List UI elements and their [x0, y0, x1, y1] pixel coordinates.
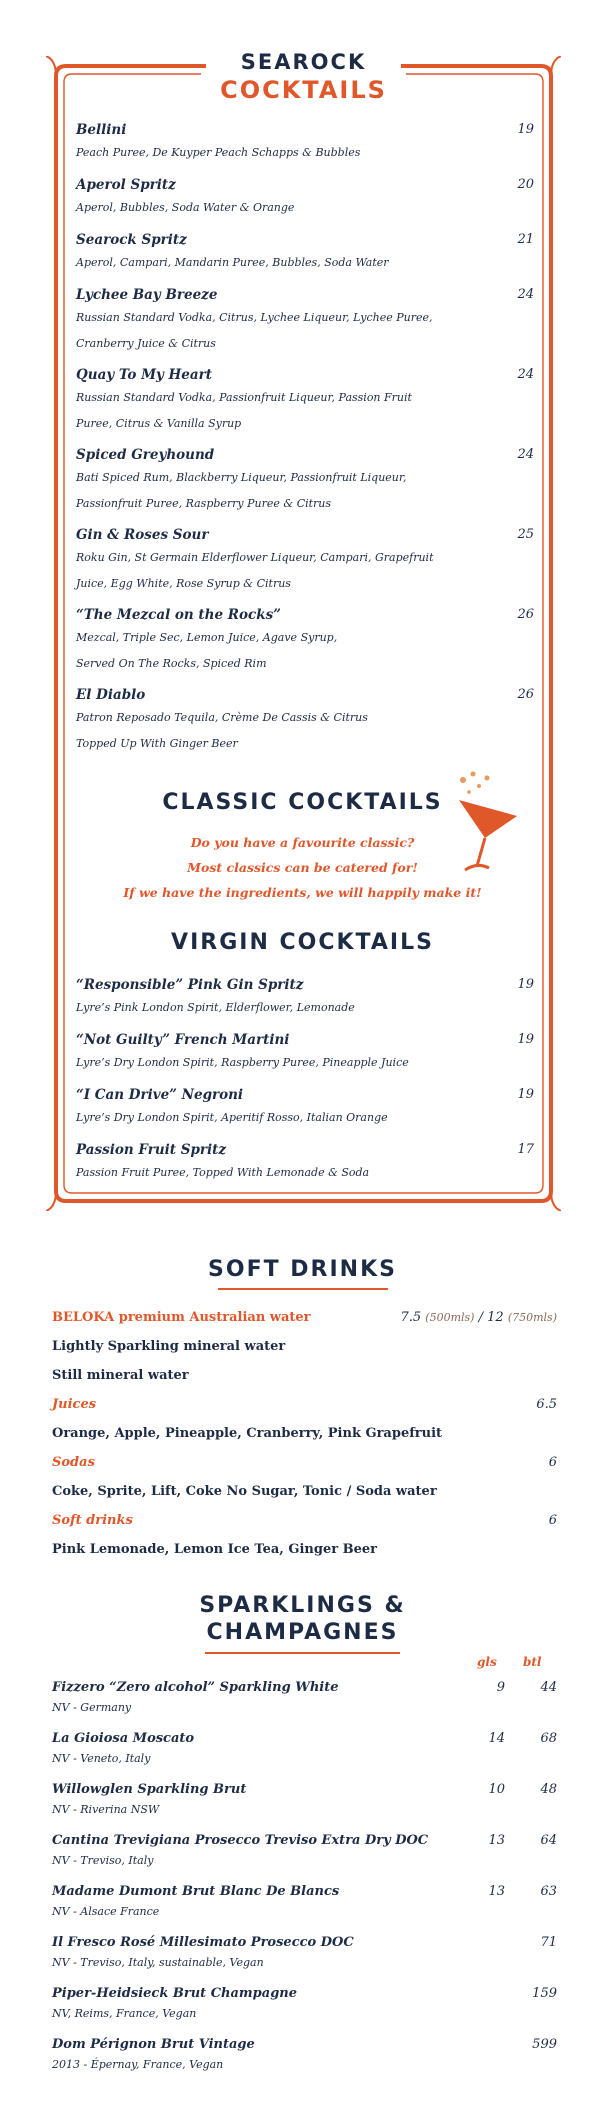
soft-drink-row: [52, 1368, 557, 1383]
section-title-champagnes: CHAMPAGNES: [206, 1620, 399, 1645]
wine-name: La Gioiosa Moscato: [52, 1731, 195, 1746]
item-desc: Roku Gin, St Germain Elderflower Liqueur, Campari, Grapefruit: [76, 551, 434, 564]
classic-note: If we have the ingredients, we will happily make it!: [123, 885, 482, 900]
item-desc: Aperol, Bubbles, Soda Water & Orange: [76, 201, 295, 214]
menu-item: [76, 687, 534, 757]
wine-origin: NV - Veneto, Italy: [52, 1752, 151, 1765]
wine-name: Cantina Trevigiana Prosecco Treviso Extra Dry DOC: [52, 1833, 429, 1848]
item-price: 19: [517, 1087, 534, 1102]
menu-item: [76, 1087, 534, 1131]
wine-item: [52, 1935, 557, 1969]
item-price: 20: [517, 177, 534, 192]
row-category: Sodas: [52, 1455, 95, 1470]
column-header-bottle: btl: [523, 1655, 542, 1669]
row-label: Lightly Sparkling mineral water: [52, 1339, 286, 1354]
wine-glass-price: 14: [488, 1731, 505, 1746]
item-desc: Aperol, Campari, Mandarin Puree, Bubbles, Soda Water: [76, 256, 389, 269]
wine-item: [52, 2037, 557, 2071]
wine-name: Il Fresco Rosé Millesimato Prosecco DOC: [52, 1935, 354, 1950]
wine-origin: NV - Treviso, Italy, sustainable, Vegan: [52, 1956, 264, 1969]
soft-drink-row: [52, 1426, 557, 1441]
item-price: 24: [517, 447, 534, 462]
wine-glass-price: 13: [488, 1833, 505, 1848]
menu-item: [76, 287, 534, 357]
item-name: Searock Spritz: [76, 232, 187, 248]
item-name: “Not Guilty” French Martini: [76, 1032, 290, 1048]
item-price: 25: [517, 527, 534, 542]
title-underline: [218, 1288, 388, 1290]
item-price: 24: [517, 367, 534, 382]
section-title-classic: CLASSIC COCKTAILS: [162, 790, 443, 815]
item-price: 21: [517, 232, 534, 247]
beloka-price-500: 7.5: [400, 1310, 422, 1325]
beloka-unit-750: (750mls): [507, 1311, 557, 1324]
item-name: Spiced Greyhound: [76, 447, 215, 463]
item-name: Bellini: [76, 122, 127, 138]
column-header-glass: gls: [477, 1655, 497, 1669]
menu-item: [76, 122, 534, 166]
section-title-sparklings: SPARKLINGS &: [199, 1593, 406, 1618]
row-label: Pink Lemonade, Lemon Ice Tea, Ginger Beer: [52, 1542, 377, 1557]
item-price: 17: [517, 1142, 534, 1157]
item-name: Lychee Bay Breeze: [76, 287, 218, 303]
item-desc: Cranberry Juice & Citrus: [76, 337, 216, 350]
item-price: 19: [517, 1032, 534, 1047]
soft-drink-row: [52, 1542, 557, 1557]
wine-bottle-price: 63: [540, 1884, 557, 1899]
item-price: 24: [517, 287, 534, 302]
item-desc: Passionfruit Puree, Raspberry Puree & Citrus: [76, 497, 332, 510]
section-title-soft-drinks: SOFT DRINKS: [208, 1257, 397, 1282]
item-desc: Lyre’s Pink London Spirit, Elderflower, Lemonade: [76, 1001, 355, 1014]
wine-origin: NV - Treviso, Italy: [52, 1854, 154, 1867]
section-title-searock: SEAROCK: [240, 50, 367, 74]
wine-name: Fizzero “Zero alcohol” Sparkling White: [52, 1680, 339, 1695]
wine-origin: NV, Reims, France, Vegan: [52, 2007, 197, 2020]
wine-glass-price: 10: [488, 1782, 505, 1797]
item-name: Gin & Roses Sour: [76, 527, 209, 543]
item-price: 26: [517, 607, 534, 622]
row-category: Soft drinks: [52, 1513, 133, 1528]
wine-name: Willowglen Sparkling Brut: [52, 1782, 247, 1797]
wine-bottle-price: 71: [540, 1935, 557, 1950]
row-category: Juices: [52, 1397, 97, 1412]
wine-bottle-price: 68: [540, 1731, 557, 1746]
wine-item: [52, 1731, 557, 1765]
wine-origin: NV - Alsace France: [52, 1905, 160, 1918]
beloka-label: BELOKA premium Australian water: [52, 1310, 311, 1325]
row-label: Still mineral water: [52, 1368, 189, 1383]
wine-item: [52, 1680, 557, 1714]
item-price: 26: [517, 687, 534, 702]
item-desc: Bati Spiced Rum, Blackberry Liqueur, Passionfruit Liqueur,: [76, 471, 407, 484]
menu-item: [76, 527, 534, 597]
wine-bottle-price: 44: [540, 1680, 557, 1695]
item-desc: Puree, Citrus & Vanilla Syrup: [76, 417, 242, 430]
item-price: 19: [517, 122, 534, 137]
wine-bottle-price: 599: [532, 2037, 557, 2052]
menu-item: [76, 447, 534, 517]
wine-name: Madame Dumont Brut Blanc De Blancs: [52, 1884, 340, 1899]
item-desc: Peach Puree, De Kuyper Peach Schapps & Bubbles: [76, 146, 361, 159]
wine-bottle-price: 159: [532, 1986, 557, 2001]
beloka-price-750: 12: [487, 1310, 504, 1325]
item-name: Quay To My Heart: [76, 367, 212, 383]
classic-note: Most classics can be catered for!: [187, 860, 418, 875]
row-label: Orange, Apple, Pineapple, Cranberry, Pink Grapefruit: [52, 1426, 443, 1441]
item-name: “Responsible” Pink Gin Spritz: [76, 977, 304, 993]
item-desc: Lyre’s Dry London Spirit, Raspberry Puree, Pineapple Juice: [76, 1056, 409, 1069]
wine-item: [52, 1782, 557, 1816]
wine-item: [52, 1986, 557, 2020]
beloka-unit-500: (500mls): [425, 1311, 475, 1324]
wine-bottle-price: 48: [540, 1782, 557, 1797]
soft-drink-row: [52, 1397, 557, 1412]
menu-item: [76, 232, 534, 276]
item-name: Aperol Spritz: [76, 177, 176, 193]
soft-drink-row: [52, 1310, 557, 1325]
row-label: Coke, Sprite, Lift, Coke No Sugar, Tonic / Soda water: [52, 1484, 437, 1499]
item-desc: Juice, Egg White, Rose Syrup & Citrus: [76, 577, 291, 590]
wine-item: [52, 1884, 557, 1918]
menu-item: [76, 607, 534, 677]
wine-name: Dom Pérignon Brut Vintage: [52, 2037, 255, 2052]
item-desc: Mezcal, Triple Sec, Lemon Juice, Agave Syrup,: [76, 631, 338, 644]
item-desc: Topped Up With Ginger Beer: [76, 737, 238, 750]
item-desc: Served On The Rocks, Spiced Rim: [76, 657, 267, 670]
item-name: “I Can Drive” Negroni: [76, 1087, 244, 1103]
wine-item: [52, 1833, 557, 1867]
menu-item: [76, 977, 534, 1021]
classic-note: Do you have a favourite classic?: [190, 835, 415, 850]
wine-bottle-price: 64: [540, 1833, 557, 1848]
menu-item: [76, 1142, 534, 1186]
soft-drink-row: [52, 1339, 557, 1354]
item-name: Passion Fruit Spritz: [76, 1142, 227, 1158]
item-desc: Passion Fruit Puree, Topped With Lemonade & Soda: [76, 1166, 370, 1179]
row-price: 6: [548, 1513, 557, 1528]
item-name: “The Mezcal on the Rocks”: [76, 607, 281, 623]
wine-origin: 2013 - Épernay, France, Vegan: [52, 2058, 224, 2071]
beloka-prices: [400, 1310, 557, 1325]
title-underline: [205, 1652, 400, 1654]
beloka-sep: /: [474, 1310, 488, 1325]
item-desc: Patron Reposado Tequila, Crème De Cassis & Citrus: [76, 711, 368, 724]
wine-glass-price: 13: [488, 1884, 505, 1899]
soft-drink-row: [52, 1484, 557, 1499]
item-price: 19: [517, 977, 534, 992]
menu-item: [76, 1032, 534, 1076]
wine-name: Piper-Heidsieck Brut Champagne: [52, 1986, 298, 2001]
wine-origin: NV - Germany: [52, 1701, 132, 1714]
item-name: El Diablo: [76, 687, 146, 703]
row-price: 6.5: [536, 1397, 557, 1412]
row-price: 6: [548, 1455, 557, 1470]
soft-drink-row: [52, 1455, 557, 1470]
menu-item: [76, 367, 534, 437]
section-title-cocktails: COCKTAILS: [220, 76, 387, 104]
item-desc: Russian Standard Vodka, Passionfruit Liqueur, Passion Fruit: [76, 391, 412, 404]
wine-origin: NV - Riverina NSW: [52, 1803, 160, 1816]
soft-drink-row: [52, 1513, 557, 1528]
martini-glass-icon: [455, 770, 525, 880]
item-desc: Lyre’s Dry London Spirit, Aperitif Rosso, Italian Orange: [76, 1111, 388, 1124]
menu-item: [76, 177, 534, 221]
wine-glass-price: 9: [496, 1680, 505, 1695]
section-title-virgin: VIRGIN COCKTAILS: [171, 930, 434, 955]
item-desc: Russian Standard Vodka, Citrus, Lychee Liqueur, Lychee Puree,: [76, 311, 433, 324]
